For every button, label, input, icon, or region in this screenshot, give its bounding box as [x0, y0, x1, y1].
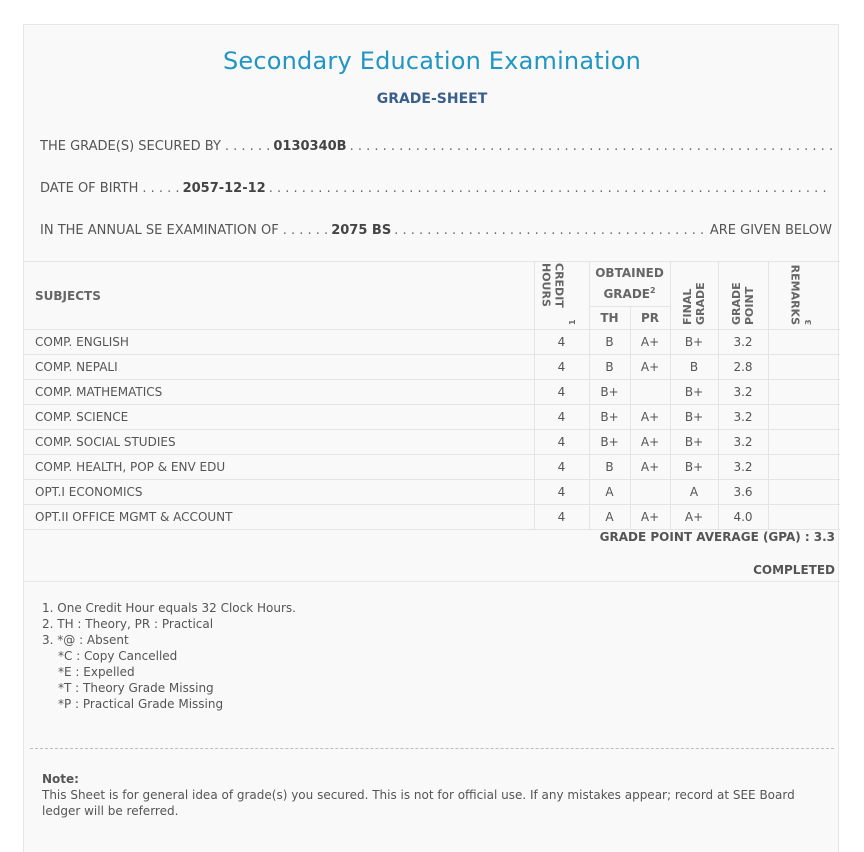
divider — [24, 581, 840, 582]
gpa-label: GRADE POINT AVERAGE (GPA) : — [599, 530, 810, 544]
grades-table — [24, 261, 840, 530]
page-title: Secondary Education Examination — [222, 47, 642, 75]
table-row: COMP. HEALTH, POP & ENV EDU 4 B A+ B+ 3.2 — [24, 455, 840, 480]
note-text: This Sheet is for general idea of grade(s) you secured. This is not for official use. If any mistakes appear; record at SEE Board ledger will be referred. — [42, 788, 795, 818]
status-badge: COMPLETED — [753, 563, 835, 577]
table-row: COMP. ENGLISH 4 B A+ B+ 3.2 — [24, 330, 840, 355]
footnote-3d: *P : Practical Grade Missing — [58, 697, 224, 711]
secured-by-value: 0130340B — [273, 139, 347, 154]
table-row: COMP. MATHEMATICS 4 B+ B+ 3.2 — [24, 380, 840, 405]
gpa-summary — [600, 530, 835, 544]
col-obtained-grade: OBTAINED GRADE$^2$ — [589, 262, 670, 307]
gpa-value: 3.3 — [813, 530, 835, 544]
secured-by-label: THE GRADE(S) SECURED BY — [40, 139, 221, 154]
col-pr: PR — [630, 306, 670, 329]
grade-sheet — [23, 24, 839, 852]
info-secured-by: THE GRADE(S) SECURED BY . . . . . . 0130340B . . . — [40, 139, 832, 154]
dob-label: DATE OF BIRTH — [40, 181, 139, 196]
footnote-1: 1. One Credit Hour equals 32 Clock Hours. — [42, 601, 296, 615]
footnote-3b: *E : Expelled — [58, 665, 135, 679]
table-row: COMP. SOCIAL STUDIES 4 B+ A+ B+ 3.2 — [24, 430, 840, 455]
info-exam: IN THE ANNUAL SE EXAMINATION OF . . . . . . 2075 BS . . . ARE GIVEN BELOW — [40, 223, 832, 238]
col-remarks: REMARKS $^3$ — [768, 262, 840, 330]
footnote-3a: *C : Copy Cancelled — [58, 649, 178, 663]
page-subtitle: GRADE-SHEET — [376, 91, 488, 107]
table-row: COMP. SCIENCE 4 B+ A+ B+ 3.2 — [24, 405, 840, 430]
footnote-3c: *T : Theory Grade Missing — [58, 681, 214, 695]
disclaimer-note — [42, 771, 822, 819]
note-title: Note: — [42, 772, 79, 786]
col-final-grade: FINAL GRADE — [670, 262, 718, 330]
col-grade-point: GRADE POINT — [718, 262, 768, 330]
table-row: COMP. NEPALI 4 B A+ B 2.8 — [24, 355, 840, 380]
col-subjects: SUBJECTS — [24, 262, 534, 330]
exam-label: IN THE ANNUAL SE EXAMINATION OF — [40, 223, 279, 238]
exam-tail: ARE GIVEN BELOW — [709, 223, 832, 238]
table-row: OPT.II OFFICE MGMT & ACCOUNT 4 A A+ A+ 4.0 — [24, 505, 840, 530]
footnote-3: 3. *@ : Absent — [42, 633, 129, 647]
col-th: TH — [589, 306, 630, 329]
footnote-2: 2. TH : Theory, PR : Practical — [42, 617, 214, 631]
dashed-divider — [30, 748, 834, 749]
dob-value: 2057-12-12 — [182, 181, 266, 196]
exam-value: 2075 BS — [331, 223, 392, 238]
footnotes — [42, 600, 296, 712]
info-dob: DATE OF BIRTH . . . . . 2057-12-12 . . . — [40, 181, 832, 196]
table-row: OPT.I ECONOMICS 4 A A 3.6 — [24, 480, 840, 505]
col-credit-hours: CREDIT HOURS$^1$ — [534, 262, 589, 330]
